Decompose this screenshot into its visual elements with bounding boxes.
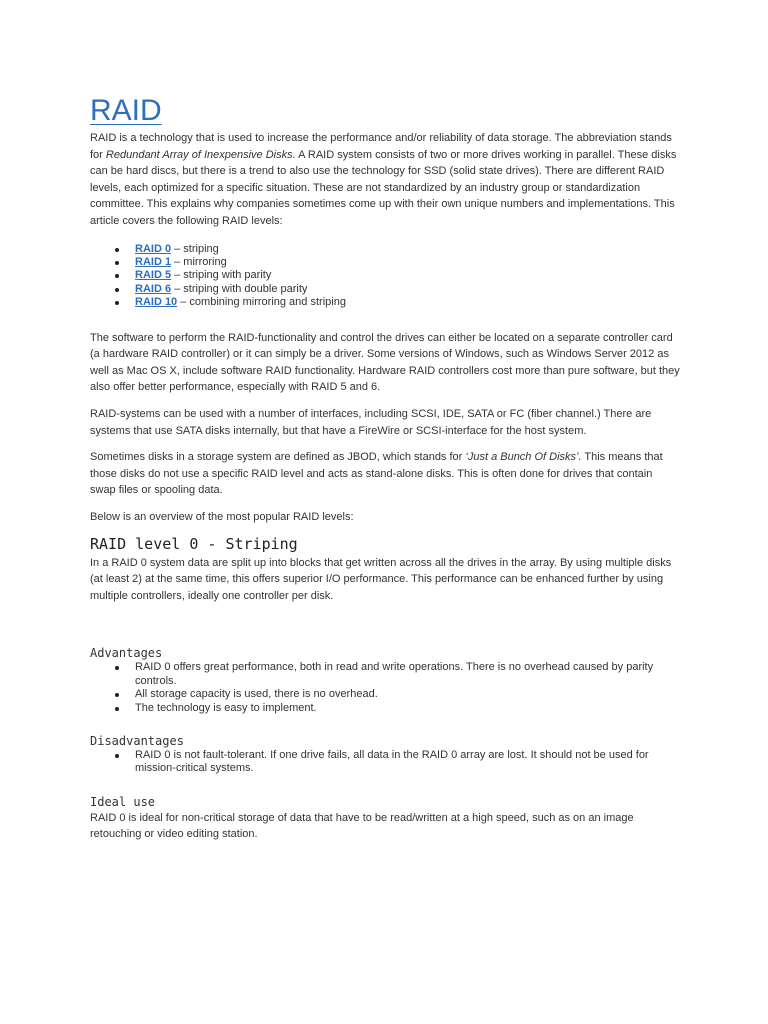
list-item: [90, 296, 680, 309]
list-item: [90, 283, 680, 296]
raid0-description: In a RAID 0 system data are split up into blocks that get written across all the drives in the array. By using multiple disks (at least 2) at the same time, this offers superior I/O performance. This performance can be enhanced further by using multiple controllers, ideally one controller per disk.: [90, 556, 672, 602]
raid-10-link[interactable]: RAID 10: [135, 296, 178, 309]
jbod-paragraph: [90, 449, 680, 499]
intro-paragraph: [90, 130, 680, 230]
jbod-text-end: This means that those disks do not use a specific RAID level and acts as stand-alone disks. This is often done for drives that contain swap files or spooling data.: [90, 451, 663, 497]
list-item: The technology is easy to implement.: [90, 702, 680, 715]
list-item-desc: – striping: [171, 242, 219, 255]
software-paragraph: The software to perform the RAID-functionality and control the drives can either be located on a separate controller card (a hardware RAID controller) or it can simply be a driver. Some versions of Windows, such as Windows Server 2012 as well as Mac OS X, include software RAID functionality. Hardware RAID controllers cost more than pure software, but they also offer better performance, especially with RAID 5 and 6.: [90, 331, 680, 394]
jbod-text-start: Sometimes disks in a storage system are defined as JBOD, which stands for: [90, 451, 466, 464]
list-item-desc: – combining mirroring and striping: [177, 296, 346, 309]
document-page: [90, 92, 680, 843]
raid-6-link[interactable]: RAID 6: [135, 282, 172, 295]
advantages-heading: Advantages: [90, 646, 163, 661]
list-item: All storage capacity is used, there is no overhead.: [90, 688, 680, 701]
list-item-desc: – mirroring: [171, 255, 227, 268]
list-item: RAID 0 offers great performance, both in read and write operations. There is no overhead caused by parity controls.: [90, 661, 680, 688]
disadvantages-heading: Disadvantages: [90, 733, 184, 748]
overview-intro-paragraph: Below is an overview of the most popular RAID levels:: [90, 510, 354, 523]
disadvantages-list: [90, 749, 680, 776]
ideal-use-heading: Ideal use: [90, 794, 156, 809]
raid0-heading: RAID level 0 - Striping: [90, 534, 298, 553]
list-item: RAID 0 is not fault-tolerant. If one drive fails, all data in the RAID 0 array are lost. It should not be used for mission-critical systems.: [90, 749, 680, 776]
list-item-desc: – striping with double parity: [171, 282, 308, 295]
page-title: RAID: [90, 94, 162, 127]
jbod-emphasis: ‘Just a Bunch Of Disks’.: [465, 451, 582, 464]
list-item: [90, 269, 680, 282]
intro-text-start: RAID is a technology that is used to increase the performance and/or reliability of data storage. The abbreviation stands for: [90, 132, 672, 161]
raid-0-link[interactable]: RAID 0: [135, 242, 172, 255]
list-item: [90, 243, 680, 256]
advantages-list: [90, 661, 680, 715]
list-item-desc: – striping with parity: [171, 269, 272, 282]
list-item: [90, 256, 680, 269]
intro-text-end: A RAID system consists of two or more drives working in parallel. These disks can be hard discs, but there is a trend to also use the technology for SSD (solid state drives). There are different RAID levels, each optimized for a specific situation. These are not standardized by an industry group or standardization committee. This explains why companies sometimes come up with their own unique numbers and implementations. This article covers the following RAID levels:: [90, 148, 677, 227]
raid-1-link[interactable]: RAID 1: [135, 255, 172, 268]
intro-emphasis: Redundant Array of Inexpensive Disks.: [105, 148, 296, 161]
raid-levels-list: [90, 243, 680, 310]
raid-5-link[interactable]: RAID 5: [135, 269, 172, 282]
interfaces-paragraph: RAID-systems can be used with a number of interfaces, including SCSI, IDE, SATA or FC (fiber channel.) There are systems that use SATA disks internally, but that have a FireWire or SCSI-interface for the host system.: [90, 407, 652, 437]
ideal-use-paragraph: RAID 0 is ideal for non-critical storage of data that have to be read/written at a high speed, such as on an image retouching or video editing station.: [90, 811, 634, 841]
